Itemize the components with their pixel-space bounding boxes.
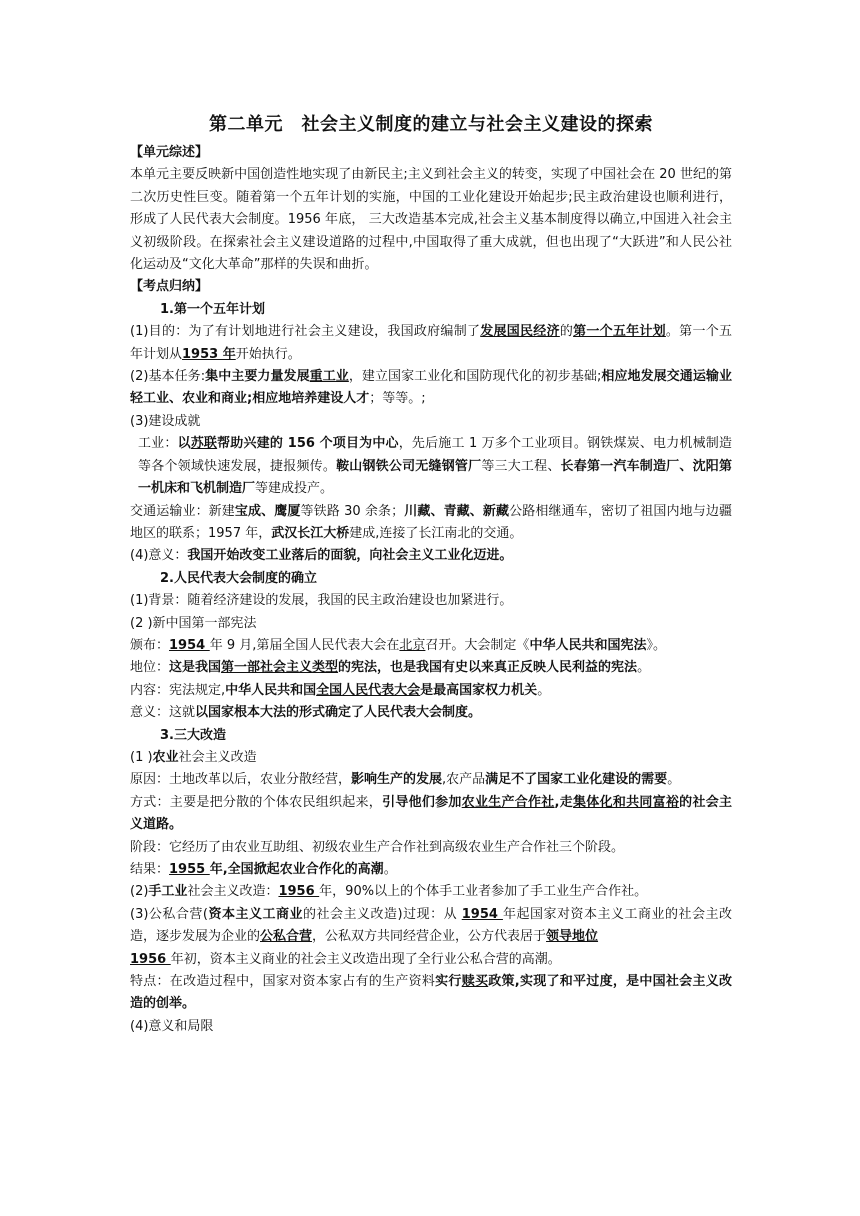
- s2-promulgation: 颁布：1954 年 9 月,第届全国人民代表大会在北京召开。大会制定《中华人民共和国宪法》。: [130, 637, 666, 653]
- section-3-heading: 3.三大改造: [160, 727, 226, 743]
- s2-significance: 意义：这就以国家根本大法的形式确定了人民代表大会制度。: [130, 705, 482, 721]
- s3-reason: 原因：土地改革以后，农业分散经营，影响生产的发展,农产品满足不了国家工业化建设的需要。: [130, 772, 681, 788]
- s3-significance-heading: (4)意义和局限: [130, 1018, 214, 1034]
- s1-purpose: (1)目的：为了有计划地进行社会主义建设，我国政府编制了发展国民经济的第一个五年计划。第一个五年计划从1953 年开始执行。: [130, 324, 732, 362]
- section-1-heading: 1.第一个五年计划: [160, 301, 265, 317]
- s1-significance: (4)意义：我国开始改变工业落后的面貌，向社会主义工业化迈进。: [130, 548, 513, 564]
- section-2-heading: 2.人民代表大会制度的确立: [160, 570, 317, 586]
- s3-joint-venture: (3)公私合营(资本主义工商业的社会主义改造)过现：从 1954 年起国家对资本主义工商业的社会主改造，逐步发展为企业的公私合营，公私双方共同经营企业，公方代表居于领导地位 1956 年初，资本主义商业的社会主义改造出现了全行业公私合营的高潮。: [130, 906, 732, 967]
- s1-achievements-heading: (3)建设成就: [130, 413, 201, 429]
- points-heading: 【考点归纳】: [130, 279, 209, 295]
- page-title: 第二单元 社会主义制度的建立与社会主义建设的探索: [209, 114, 653, 135]
- s3-agriculture-heading: (1 )农业社会主义改造: [130, 749, 257, 765]
- document-page: [130, 110, 732, 1038]
- s2-constitution-heading: (2 )新中国第一部宪法: [130, 615, 257, 631]
- s1-industry: 工业：以苏联帮助兴建的 156 个项目为中心，先后施工 1 万多个工业项目。钢铁煤炭、电力机械制造等各个领域快速发展，捷报频传。鞍山钢铁公司无缝钢管厂等三大工程、长春第一汽车制造厂、沈阳第一机床和飞机制造厂等建成投产。: [138, 436, 732, 497]
- s2-status: 地位：这是我国第一部社会主义类型的宪法，也是我国有史以来真正反映人民利益的宪法。: [130, 660, 651, 676]
- s3-handicraft: (2)手工业社会主义改造：1956 年，90%以上的个体手工业者参加了手工业生产合作社。: [130, 884, 648, 900]
- overview-heading: 【单元综述】: [130, 145, 209, 160]
- s1-transport: 交通运输业：新建宝成、鹰厦等铁路 30 余条；川藏、青藏、新藏公路相继通车，密切了祖国内地与边疆地区的联系；1957 年，武汉长江大桥建成,连接了长江南北的交通。: [130, 503, 732, 541]
- s2-content: 内容：宪法规定,中华人民共和国全国人民代表大会是最高国家权力机关。: [130, 682, 551, 698]
- s1-tasks: (2)基本任务:集中主要力量发展重工业，建立国家工业化和国防现代化的初步基础;相应地发展交通运输业轻工业、农业和商业;相应地培养建设人才；等等。;: [130, 369, 732, 407]
- s3-result: 结果：1955 年,全国掀起农业合作化的高潮。: [130, 862, 397, 877]
- overview-text: 本单元主要反映新中国创造性地实现了由新民主;主义到社会主义的转变，实现了中国社会在 20 世纪的第二次历史性巨变。随着第一个五年计划的实施，中国的工业化建设开始起步;民主政治建设也顺利进行，形成了人民代表大会制度。1956 年底， 三大改造基本完成,社会主义基本制度得以确立,中国进入社会主义初级阶段。在探索社会主义建设道路的过程中,中国取得了重大成就，但也出现了“大跃进”和人民公社化运动及“文化大革命”那样的失误和曲折。: [130, 167, 732, 273]
- s2-background: (1)背景：随着经济建设的发展，我国的民主政治建设也加紧进行。: [130, 593, 513, 609]
- s3-stages: 阶段：它经历了由农业互助组、初级农业生产合作社到高级农业生产合作社三个阶段。: [130, 839, 625, 855]
- s3-features: 特点：在改造过程中，国家对资本家占有的生产资料实行赎买政策,实现了和平过度，是中国社会主义改造的创举。: [130, 974, 732, 1012]
- s3-method: 方式：主要是把分散的个体农民组织起来，引导他们参加农业生产合作社,走集体化和共同富裕的社会主义道路。: [130, 794, 732, 833]
